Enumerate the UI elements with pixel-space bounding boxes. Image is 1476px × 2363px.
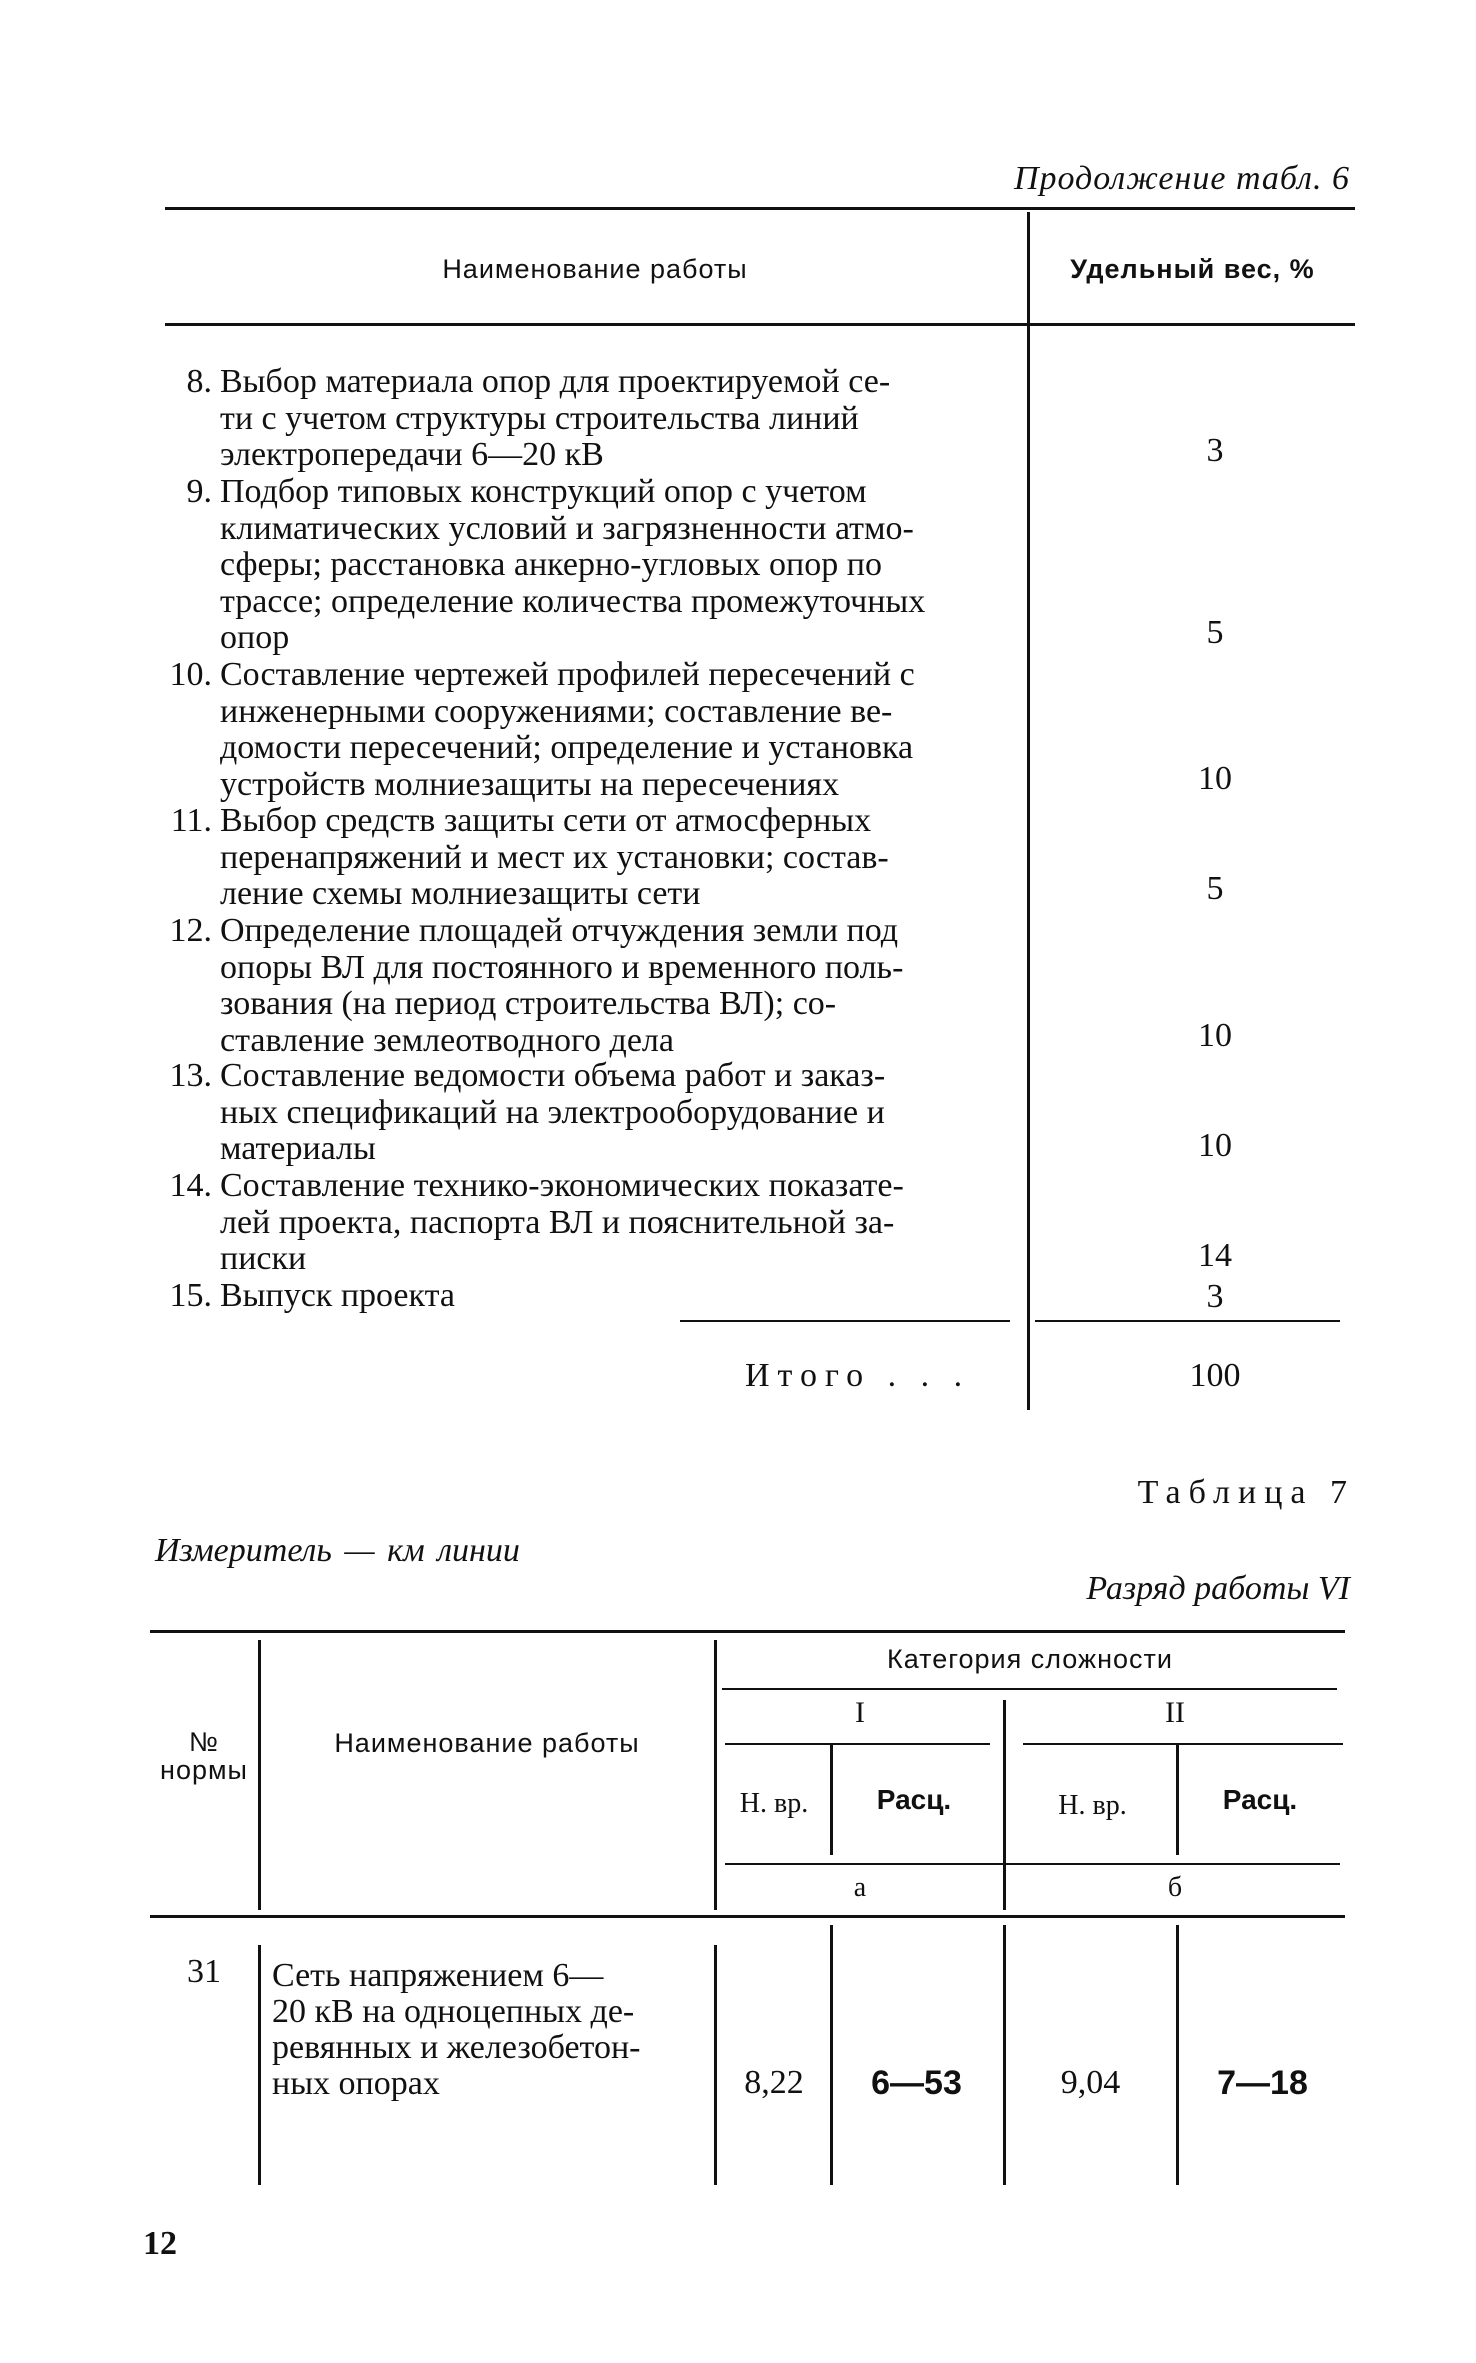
table7-header-cat2: II — [1165, 1696, 1185, 1729]
row-text: Выбор средств защиты сети от атмосферных перенапряжений и мест их установки; состав- ление схемы молниезащиты сети — [220, 802, 889, 912]
table7-body-divider-a — [830, 1925, 833, 2185]
table7-divider-b — [1176, 1745, 1179, 1855]
table7-row-hvr-2: 9,04 — [1060, 2064, 1121, 2101]
row-text: Выбор материала опор для проектируемой се- ти с учетом структуры строительства линий электропередачи 6—20 кВ — [220, 363, 891, 473]
row-text: Выпуск проекта — [220, 1277, 455, 1314]
row-number: 15. — [169, 1277, 212, 1314]
table7-row-hvr-1: 8,22 — [744, 2064, 804, 2101]
row-number: 14. — [169, 1167, 212, 1204]
page-number: 12 — [143, 2225, 177, 2262]
table7-header-name: Наименование работы — [334, 1728, 640, 1758]
row-text: Определение площадей отчуждения земли под опоры ВЛ для постоянного и временного поль- зования (на период строительства ВЛ); со- ставление землеотводного дела — [220, 912, 904, 1059]
row-value: 5 — [1206, 614, 1224, 651]
total-label: Итого . . . — [745, 1357, 971, 1394]
total-rule-left — [680, 1320, 1010, 1322]
table7-divider-a — [830, 1745, 833, 1855]
table6-top-rule — [165, 207, 1355, 210]
row-value: 5 — [1206, 870, 1224, 907]
row-text: Составление технико-экономических показате- лей проекта, паспорта ВЛ и пояснительной за- писки — [220, 1167, 904, 1277]
table7-top-rule — [150, 1630, 1345, 1633]
table7-cat2-rule — [1023, 1743, 1343, 1745]
table7-header-hvr-2: Н. вр. — [1058, 1790, 1127, 1821]
row-number: 10. — [169, 656, 212, 693]
table7-row-rasc-2: 7—18 — [1217, 2064, 1308, 2102]
row-number: 8. — [186, 363, 212, 400]
table6-header-name: Наименование работы — [442, 254, 748, 284]
table7-grade: Разряд работы VI — [1086, 1570, 1350, 1607]
table7-body-divider-b — [1176, 1925, 1179, 2185]
table7-row-name: Сеть напряжением 6— 20 кВ на одноцепных де- ревянных и железобетон- ных опорах — [272, 1957, 641, 2102]
table7-col-a: а — [853, 1872, 867, 1903]
row-value: 3 — [1206, 1278, 1224, 1315]
row-value: 10 — [1198, 760, 1232, 797]
table7-header-num: № нормы — [160, 1727, 248, 1785]
table7-category-rule — [722, 1688, 1337, 1690]
table7-header-cat1: I — [855, 1696, 865, 1729]
table6-header-rule — [165, 323, 1355, 326]
row-text: Подбор типовых конструкций опор с учетом климатических условий и загрязненности атмо- сферы; расстановка анкерно-угловых опор по трассе; определение количества промежуточных опор — [220, 473, 926, 656]
row-value: 10 — [1198, 1127, 1232, 1164]
table7-divider-num — [258, 1640, 261, 1910]
row-text: Составление чертежей профилей пересечений с инженерными сооружениями; составление ве- домости пересечений; определение и установка устройств молниезащиты на пересечениях — [220, 656, 915, 803]
table7-body-divider-name — [714, 1945, 717, 2185]
row-value: 3 — [1206, 432, 1224, 469]
total-value: 100 — [1189, 1357, 1241, 1394]
row-number: 13. — [169, 1057, 212, 1094]
table7-header-rasc-2: Расц. — [1222, 1784, 1298, 1815]
table7-subheader-rule — [725, 1863, 1340, 1865]
continuation-label: Продолжение табл. 6 — [1013, 160, 1350, 197]
table7-row-num: 31 — [187, 1953, 221, 1990]
table7-row-rasc-1: 6—53 — [871, 2064, 962, 2102]
row-value: 14 — [1198, 1237, 1232, 1274]
table7-header-bottom-rule — [150, 1915, 1345, 1918]
table6-header-weight: Удельный вес, % — [1070, 254, 1315, 284]
table7-header-rasc-1: Расц. — [876, 1784, 952, 1815]
total-rule-right — [1035, 1320, 1340, 1322]
row-number: 11. — [170, 802, 212, 839]
row-text: Составление ведомости объема работ и заказ- ных спецификаций на электрооборудование и материалы — [220, 1057, 886, 1167]
table7-measure: Измеритель — км линии — [155, 1532, 520, 1569]
table7-col-b: б — [1167, 1872, 1183, 1903]
table7-header-category: Категория сложности — [887, 1644, 1173, 1674]
row-value: 10 — [1198, 1017, 1232, 1054]
table7-body-divider-num — [258, 1945, 261, 2185]
table7-cat1-rule — [725, 1743, 990, 1745]
table7-divider-cat — [1003, 1700, 1006, 1910]
row-number: 9. — [186, 473, 212, 510]
table7-body-divider-cat — [1003, 1925, 1006, 2185]
row-number: 12. — [169, 912, 212, 949]
table7-divider-name — [714, 1640, 717, 1910]
table7-header-hvr-1: Н. вр. — [739, 1788, 809, 1819]
table7-title: Таблица 7 — [1137, 1474, 1355, 1511]
